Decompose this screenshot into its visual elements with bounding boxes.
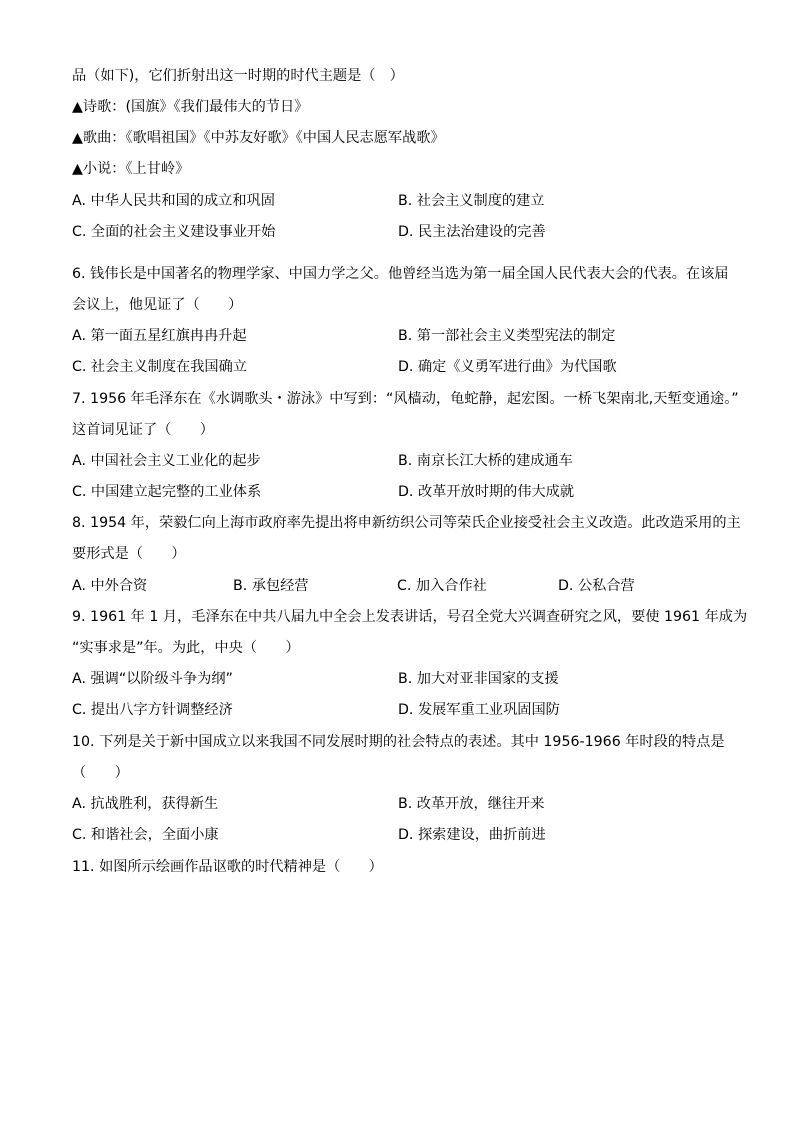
q6-option-a[interactable]: A. 第一面五星红旗冉冉升起 [72, 328, 247, 344]
q5-stem: 品（如下)，它们折射出这一时期的时代主题是（ ） [72, 68, 404, 84]
q5-item-songs: ▲歌曲：《歌唱祖国》《中苏友好歌》《中国人民志愿军战歌》 [72, 130, 445, 146]
q5-option-a[interactable]: A. 中华人民共和国的成立和巩固 [72, 193, 275, 209]
q8-option-c[interactable]: C. 加入合作社 [397, 578, 487, 594]
q10-option-a[interactable]: A. 抗战胜利，获得新生 [72, 796, 219, 812]
q7-option-b[interactable]: B. 南京长江大桥的建成通车 [398, 453, 573, 469]
q9-option-a[interactable]: A. 强调“以阶级斗争为纲” [72, 671, 233, 687]
q9-stem-line2: “实事求是”年。为此，中央（ ） [72, 640, 300, 656]
q10-option-b[interactable]: B. 改革开放，继往开来 [398, 796, 545, 812]
q7-stem-line1: 7. 1956 年毛泽东在《水调歌头・游泳》中写到：“风樯动，龟蛇静，起宏图。一桥飞架南北,天堑变通途。” [72, 391, 739, 407]
q5-item-poetry: ▲诗歌：(国旗》《我们最伟大的节日》 [72, 99, 309, 115]
q8-option-a[interactable]: A. 中外合资 [72, 578, 148, 594]
q7-stem-line2: 这首词见证了（ ） [72, 422, 214, 438]
q11-stem: 11. 如图所示绘画作品讴歌的时代精神是（ ） [72, 859, 383, 875]
q5-option-b[interactable]: B. 社会主义制度的建立 [398, 193, 545, 209]
q8-option-b[interactable]: B. 承包经营 [233, 578, 309, 594]
q8-stem-line2: 要形式是（ ） [72, 546, 186, 562]
q9-option-b[interactable]: B. 加大对亚非国家的支援 [398, 671, 559, 687]
q10-option-c[interactable]: C. 和谐社会，全面小康 [72, 827, 219, 843]
q7-option-c[interactable]: C. 中国建立起完整的工业体系 [72, 484, 262, 500]
q5-option-c[interactable]: C. 全面的社会主义建设事业开始 [72, 224, 276, 240]
q6-stem-line2: 会议上，他见证了（ ） [72, 297, 243, 313]
q6-option-b[interactable]: B. 第一部社会主义类型宪法的制定 [398, 328, 616, 344]
q5-option-d[interactable]: D. 民主法治建设的完善 [398, 224, 546, 240]
q8-option-d[interactable]: D. 公私合营 [558, 578, 635, 594]
q6-stem-line1: 6. 钱伟长是中国著名的物理学家、中国力学之父。他曾经当选为第一届全国人民代表大会的代表。在该届 [72, 266, 729, 282]
q9-option-d[interactable]: D. 发展军重工业巩固国防 [398, 702, 560, 718]
q5-item-novel: ▲小说：《上甘岭》 [72, 161, 190, 177]
q6-option-c[interactable]: C. 社会主义制度在我国确立 [72, 359, 247, 375]
q9-option-c[interactable]: C. 提出八字方针调整经济 [72, 702, 233, 718]
q10-stem-line1: 10. 下列是关于新中国成立以来我国不同发展时期的社会特点的表述。其中 1956-1966 年时段的特点是 [72, 734, 725, 750]
q6-option-d[interactable]: D. 确定《义勇军进行曲》为代国歌 [398, 359, 617, 375]
q10-option-d[interactable]: D. 探索建设，曲折前进 [398, 827, 546, 843]
q8-stem-line1: 8. 1954 年，荣毅仁向上海市政府率先提出将申新纺织公司等荣氏企业接受社会主义改造。此改造采用的主 [72, 515, 741, 531]
q9-stem-line1: 9. 1961 年 1 月，毛泽东在中共八届九中全会上发表讲话，号召全党大兴调查研究之风，要使 1961 年成为 [72, 609, 748, 625]
q10-stem-line2: （ ） [72, 765, 129, 781]
q7-option-d[interactable]: D. 改革开放时期的伟大成就 [398, 484, 575, 500]
q7-option-a[interactable]: A. 中国社会主义工业化的起步 [72, 453, 261, 469]
